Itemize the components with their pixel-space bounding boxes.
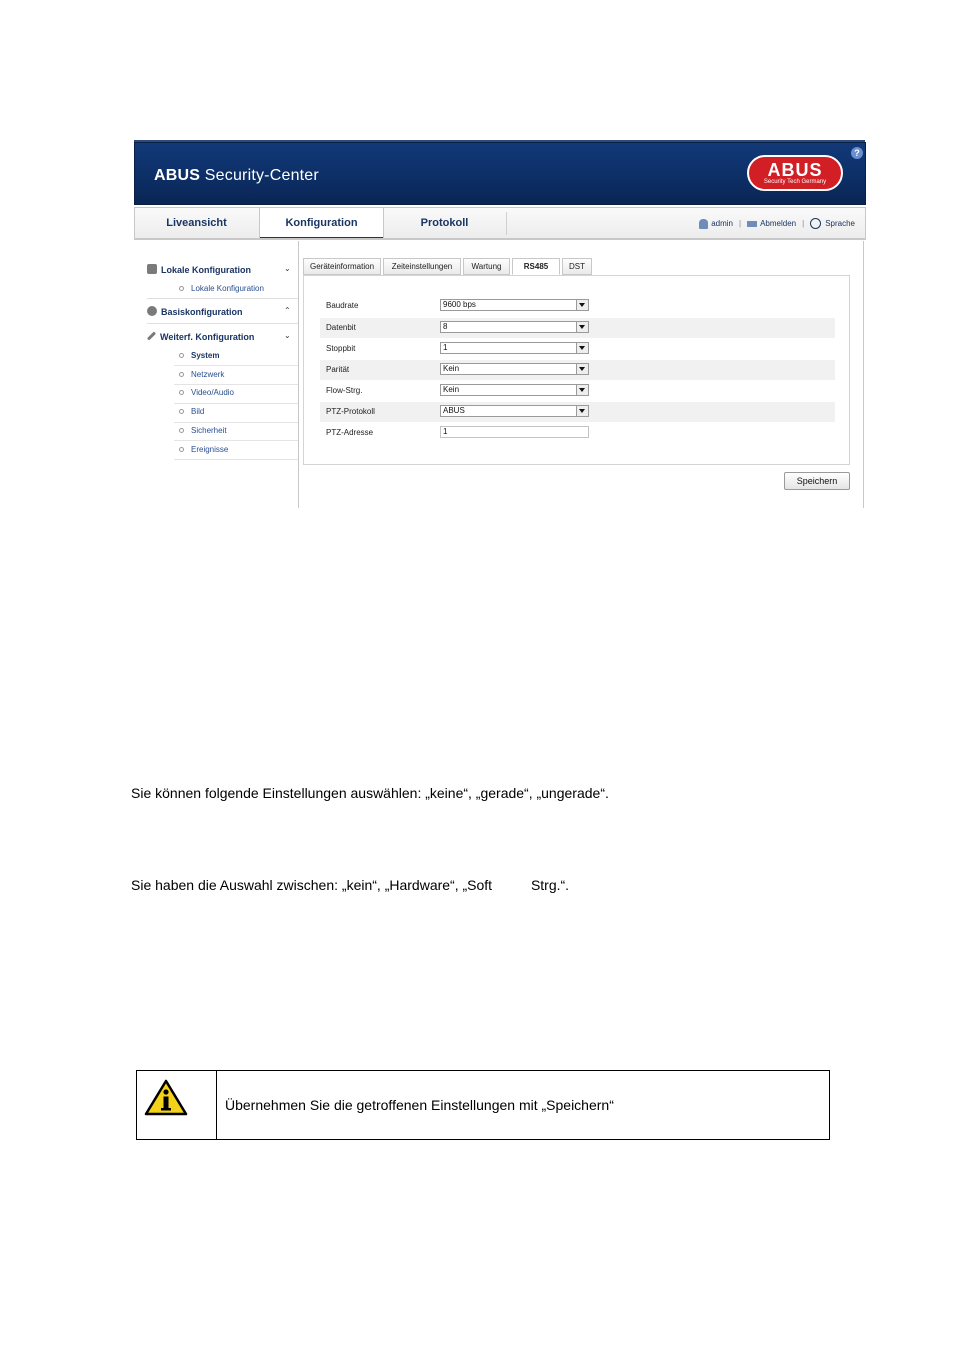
form-row-stoppbit [320,339,835,359]
paritaet-select[interactable] [440,363,589,375]
bullet-icon [179,372,184,377]
tab-wartung[interactable]: Wartung [463,258,510,275]
tab-geraeteinformation[interactable]: Geräteinformation [303,258,381,275]
sidebar-group-basic[interactable] [147,306,243,317]
sidebar-item-video-audio[interactable]: Video/Audio [191,388,234,397]
pipe-separator: | [802,219,805,229]
sidebar-subdivider [174,384,298,385]
form-row-datenbit [320,318,835,338]
pipe-separator: | [739,219,742,229]
user-menu [699,208,855,239]
warning-icon [144,1079,188,1122]
select-value: Kein [443,364,460,373]
monitor-icon [147,264,157,274]
tab-rs485[interactable]: RS485 [512,258,560,275]
tab-dst[interactable]: DST [562,258,592,275]
field-label: Stoppbit [326,344,356,353]
chevron-down-icon[interactable]: ⌄ [284,264,291,273]
sidebar-subdivider [174,422,298,423]
rs485-panel [303,275,850,465]
abus-logo [747,155,843,191]
logout-link[interactable]: Abmelden [760,219,797,229]
header-banner [134,142,866,205]
chevron-down-icon[interactable]: ⌄ [284,331,291,340]
bullet-icon [179,409,184,414]
bullet-icon [179,428,184,433]
user-link[interactable]: admin [711,219,734,229]
sidebar-group-local[interactable] [147,264,251,275]
wrench-icon [147,331,156,340]
logout-icon [747,221,757,227]
form-row-ptz-protokoll [320,402,835,422]
field-label: Flow-Strg. [326,386,363,395]
sidebar-divider [147,323,298,324]
sidebar-subdivider [174,403,298,404]
logo-text: ABUS [767,160,823,180]
field-label: Baudrate [326,301,359,310]
note-divider [216,1071,217,1139]
ptz-adresse-input[interactable]: 1 [440,426,589,438]
field-label: PTZ-Protokoll [326,407,375,416]
sidebar-subdivider [174,440,298,441]
sidebar-divider [147,298,298,299]
globe-icon [810,218,821,229]
content-top-border [134,238,865,239]
tab-konfiguration[interactable]: Konfiguration [259,208,384,239]
app-title-brand: ABUS [154,167,201,184]
select-value: 8 [443,322,448,331]
bullet-icon [179,447,184,452]
form-row-ptz-adresse [320,423,835,443]
screenshot [134,140,865,508]
main-nav [134,207,866,240]
chevron-down-icon[interactable] [576,300,588,310]
sidebar-item-ereignisse[interactable]: Ereignisse [191,445,229,454]
field-label: PTZ-Adresse [326,428,374,437]
select-value: ABUS [443,406,465,415]
logo-subtitle: Security Tech Germany [763,179,827,185]
note-text: Übernehmen Sie die getroffenen Einstellungen mit „Speichern“ [225,1097,614,1113]
content-right-border [863,241,864,508]
chevron-down-icon[interactable] [576,406,588,416]
flow-control-select[interactable] [440,384,589,396]
select-value: 1 [443,343,448,352]
save-button[interactable]: Speichern [784,472,850,490]
sidebar-group-label: Lokale Konfiguration [161,265,251,275]
select-value: Kein [443,385,460,394]
chevron-down-icon[interactable] [576,343,588,353]
sidebar-item-system[interactable]: System [191,351,220,360]
sidebar-group-label: Basiskonfiguration [161,307,243,317]
field-label: Parität [326,365,350,374]
chevron-down-icon[interactable] [576,385,588,395]
note-box [136,1070,830,1140]
select-value: 9600 bps [443,300,476,309]
sidebar-item-netzwerk[interactable]: Netzwerk [191,370,225,379]
stoppbit-select[interactable] [440,342,589,354]
baudrate-select[interactable] [440,299,589,311]
tab-liveansicht[interactable]: Liveansicht [166,217,227,229]
field-label: Datenbit [326,323,356,332]
sidebar-group-advanced[interactable] [147,331,254,342]
tab-zeiteinstellungen[interactable]: Zeiteinstellungen [383,258,461,275]
app-title [154,167,319,185]
bullet-icon [179,353,184,358]
ptz-protokoll-select[interactable] [440,405,589,417]
sidebar [134,241,299,508]
paragraph-flow-options: Sie haben die Auswahl zwischen: „kein“, „Hardware“, „Soft Strg.“. [131,877,570,893]
sidebar-item-bild[interactable]: Bild [191,407,205,416]
bullet-icon [179,286,184,291]
user-icon [699,219,708,229]
sidebar-item-sicherheit[interactable]: Sicherheit [191,426,227,435]
chevron-down-icon[interactable] [576,322,588,332]
paragraph-parity-options: Sie können folgende Einstellungen auswählen: „keine“, „gerade“, „ungerade“. [131,785,609,801]
sidebar-group-label: Weiterf. Konfiguration [160,332,255,342]
form-row-baudrate [320,296,835,316]
sidebar-subdivider [174,459,298,460]
form-row-paritaet [320,360,835,380]
datenbit-select[interactable] [440,321,589,333]
chevron-up-icon[interactable]: ⌃ [284,306,291,315]
form-row-flow-control [320,381,835,401]
language-link[interactable]: Sprache [825,219,855,229]
sidebar-subdivider [174,365,298,366]
help-icon[interactable]: ? [851,147,863,159]
tab-protokoll[interactable]: Protokoll [420,217,469,229]
gear-icon [147,306,157,316]
nav-divider [506,212,507,235]
chevron-down-icon[interactable] [576,364,588,374]
app-title-rest: Security-Center [200,167,319,184]
sidebar-item-lokale-konfiguration[interactable]: Lokale Konfiguration [191,284,264,293]
bullet-icon [179,390,184,395]
